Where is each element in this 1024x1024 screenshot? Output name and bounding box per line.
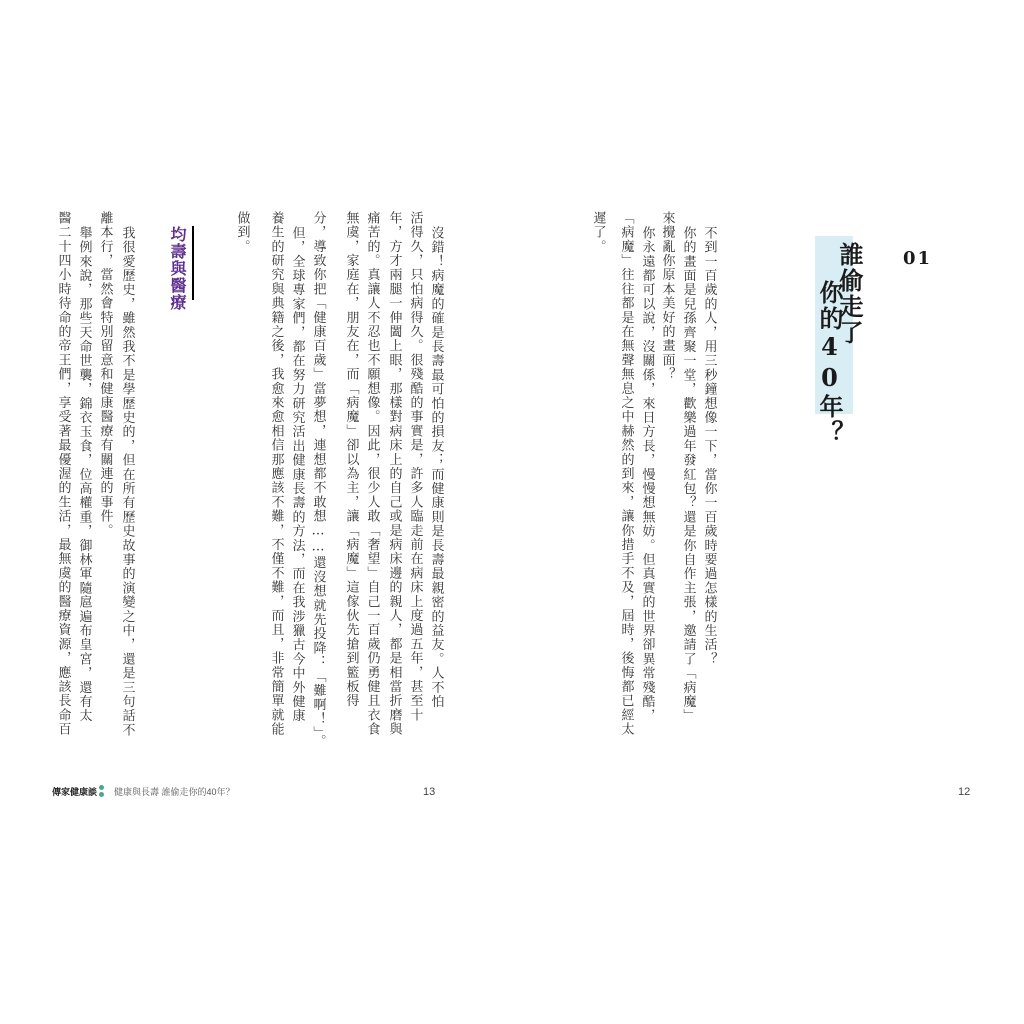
page-number-right: 12 xyxy=(958,786,971,798)
body-column: 我很愛歷史，雖然我不是學歷史的，但在所有歷史故事的演變之中，還是三句話不 xyxy=(119,226,135,738)
body-column: 來攪亂你原本美好的畫面？ xyxy=(659,211,675,382)
chapter-title-line-1: 誰偷走了 xyxy=(835,242,864,346)
page-number-left: 13 xyxy=(423,786,436,798)
body-column: 沒錯！病魔的確是長壽最可怕的損友；而健康則是長壽最親密的益友。人不怕 xyxy=(428,226,444,709)
body-column: 養生的研究與典籍之後，我愈來愈相信那應該不難，不僅不難，而且，非常簡單就能 xyxy=(268,211,284,737)
body-column: 遲了。 xyxy=(590,211,606,254)
body-column: 你永遠都可以說，沒關係，來日方長，慢慢想無妨。但真實的世界卻異常殘酷， xyxy=(639,226,655,723)
body-column: 舉例來說，那些天命世襲，錦衣玉食，位高權重，御林軍隨扈遍布皇宮，還有太 xyxy=(76,226,92,723)
body-column: 無虞，家庭在，朋友在，而「病魔」卻以為主，讓「病魔」這傢伙先搶到籃板得 xyxy=(343,211,359,708)
body-column: 醫二十四小時待命的帝王們，享受著最優渥的生活，最無虞的醫療資源，應該長命百 xyxy=(55,211,71,737)
body-column: 年，方才兩腿一伸闔上眼，那樣對病床上的自己或是病床邊的親人，都是相當折磨與 xyxy=(386,211,402,737)
section-heading: 均壽與醫療 xyxy=(162,226,194,300)
body-column: 分，導致你把「健康百歲」當夢想，連想都不敢想……還沒想就先投降：「難啊！」。 xyxy=(310,211,326,749)
footer-brand: 傳家健康談 xyxy=(52,787,98,797)
body-column: 離本行，當然會特別留意和健康醫療有關連的事件。 xyxy=(97,211,113,538)
body-column: 「病魔」往往都是在無聲無息之中赫然的到來，讓你措手不及，屆時，後悔都已經太 xyxy=(618,211,634,737)
footer-dots-icon xyxy=(99,785,105,797)
chapter-title-line-2: 你的40年？ xyxy=(815,280,844,446)
body-column: 痛苦的。真讓人不忍也不願想像。因此，很少人敢「奢望」自己一百歲仍勇健且衣食 xyxy=(364,211,380,737)
chapter-number: 01 xyxy=(903,248,933,269)
body-column: 做到。 xyxy=(234,211,250,254)
body-column: 活得久，只怕病得久。很殘酷的事實是，許多人臨走前在病床上度過五年，甚至十 xyxy=(407,211,423,723)
footer-title: 健康與長壽 誰偷走你的40年？ xyxy=(114,787,235,797)
body-column: 但，全球專家們，都在努力研究活出健康長壽的方法，而在我涉獵古今中外健康 xyxy=(289,226,305,723)
body-column: 不到一百歲的人，用三秒鐘想像一下，當你一百歲時要過怎樣的生活？ xyxy=(701,226,717,667)
body-column: 你的畫面是兒孫齊聚一堂，歡樂過年發紅包？還是你自作主張，邀請了「病魔」 xyxy=(680,226,696,723)
